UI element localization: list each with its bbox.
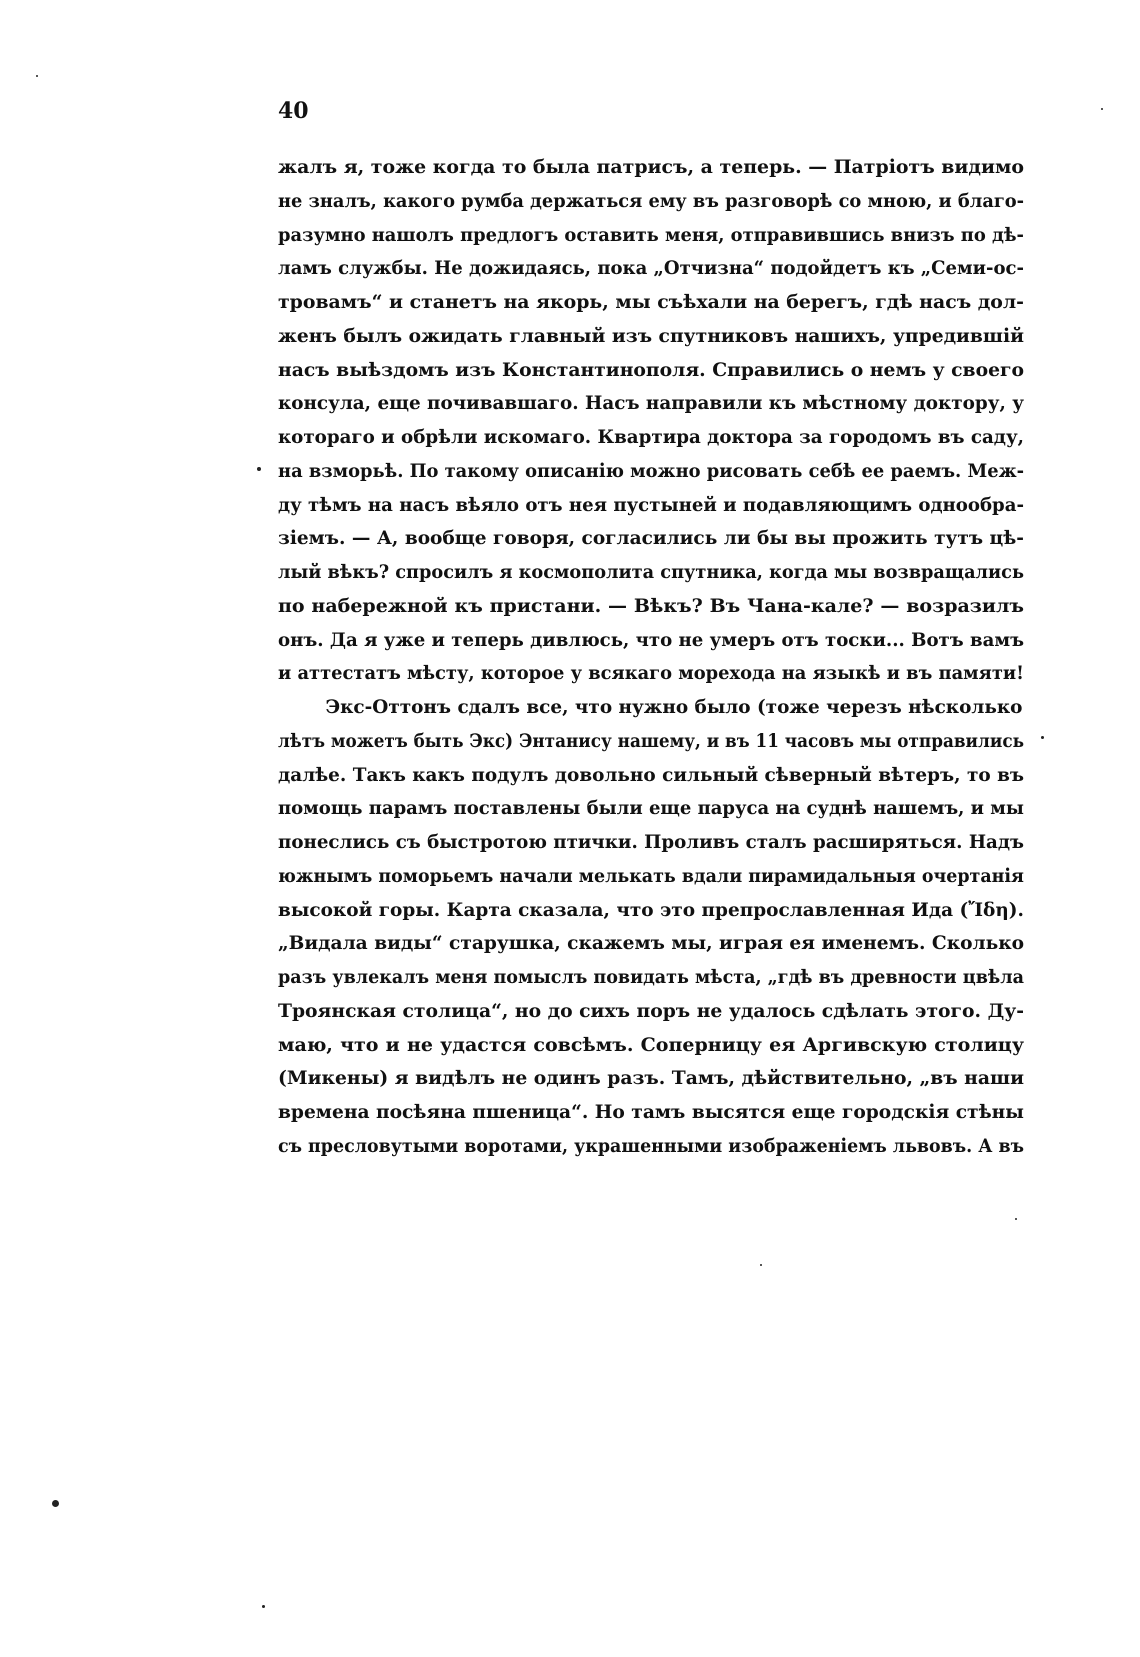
text-line: разумно нашолъ предлогъ оставить меня, отправившись внизъ по дѣ-: [278, 223, 1024, 246]
text-line: времена посѣяна пшеница“. Но тамъ высятся еще городскія стѣны: [278, 1101, 1024, 1123]
text-line: Экс-Оттонъ сдалъ все, что нужно было (тоже черезъ нѣсколько: [325, 696, 1023, 718]
scan-speck: [1015, 1218, 1017, 1220]
text-line: „Видала виды“ старушка, скажемъ мы, играя ея именемъ. Сколько: [278, 932, 1025, 955]
text-line: консула, еще почивавшаго. Насъ направили къ мѣстному доктору, у: [278, 392, 1025, 415]
page-number: 40: [278, 98, 309, 124]
text-line: маю, что и не удастся совсѣмъ. Соперницу ея Аргивскую столицу: [278, 1033, 1024, 1056]
text-line: насъ выѣздомъ изъ Константинополя. Справились о немъ у своего: [278, 358, 1024, 381]
text-line: онъ. Да я уже и теперь дивлюсь, что не умеръ отъ тоски... Вотъ вамъ: [278, 628, 1025, 651]
text-line: разъ увлекалъ меня помыслъ повидать мѣста, „гдѣ въ древности цвѣла: [278, 966, 1024, 988]
text-line: ду тѣмъ на насъ вѣяло отъ нея пустыней и подавляющимъ однообра-: [278, 493, 1024, 516]
text-line: котораго и обрѣли искомаго. Квартира доктора за городомъ въ саду,: [278, 426, 1025, 448]
scan-speck: [1101, 108, 1103, 110]
text-line: понеслись съ быстротою птички. Проливъ сталъ расширяться. Надъ: [278, 831, 1024, 853]
text-line: (Микены) я видѣлъ не одинъ разъ. Тамъ, дѣйствительно, „въ наши: [278, 1067, 1025, 1090]
scan-speck: [36, 75, 38, 77]
text-line: южнымъ поморьемъ начали мелькать вдали пирамидальныя очертанія: [278, 864, 1024, 887]
text-line: тровамъ“ и станетъ на якорь, мы съѣхали на берегъ, гдѣ насъ дол-: [278, 291, 1025, 313]
scan-speck: [760, 1264, 762, 1266]
text-line: по набережной къ пристани. — Вѣкъ? Въ Чана-кале? — возразилъ: [278, 594, 1024, 617]
scan-speck: [257, 467, 261, 471]
scan-speck: [262, 1605, 265, 1608]
body-text: [278, 151, 1024, 1164]
text-line: съ пресловутыми воротами, украшенными изображеніемъ львовъ. А въ: [278, 1134, 1025, 1157]
scan-speck: [1041, 736, 1044, 739]
text-line: далѣе. Такъ какъ подулъ довольно сильный сѣверный вѣтеръ, то въ: [278, 763, 1025, 786]
text-line: лый вѣкъ? спросилъ я космополита спутника, когда мы возвращались: [278, 561, 1024, 583]
text-line: не зналъ, какого румба держаться ему въ разговорѣ со мною, и благо-: [278, 189, 1025, 212]
text-line: Троянская столица“, но до сихъ поръ не удалось сдѣлать этого. Ду-: [278, 999, 1025, 1022]
text-line: высокой горы. Карта сказала, что это препрославленная Ида (Ἴδη).: [278, 898, 1024, 921]
text-line: помощь парамъ поставлены были еще паруса на суднѣ нашемъ, и мы: [278, 797, 1024, 820]
text-line: жалъ я, тоже когда то была патрисъ, а теперь. — Патріотъ видимо: [278, 156, 1025, 178]
text-line: лѣтъ можетъ быть Экс) Энтанису нашему, и въ 11 часовъ мы отправились: [278, 729, 1025, 752]
scan-speck: [52, 1500, 59, 1507]
text-line: зіемъ. — А, вообще говоря, согласились ли бы вы прожить тутъ цѣ-: [278, 527, 1024, 550]
text-line: женъ былъ ожидать главный изъ спутниковъ нашихъ, упредившій: [278, 324, 1025, 347]
text-line: и аттестатъ мѣсту, которое у всякаго морехода на языкѣ и въ памяти!: [278, 662, 1024, 685]
text-line: ламъ службы. Не дожидаясь, пока „Отчизна“ подойдетъ къ „Семи-ос-: [278, 257, 1024, 280]
text-line: на взморьѣ. По такому описанію можно рисовать себѣ ее раемъ. Меж-: [278, 459, 1025, 482]
